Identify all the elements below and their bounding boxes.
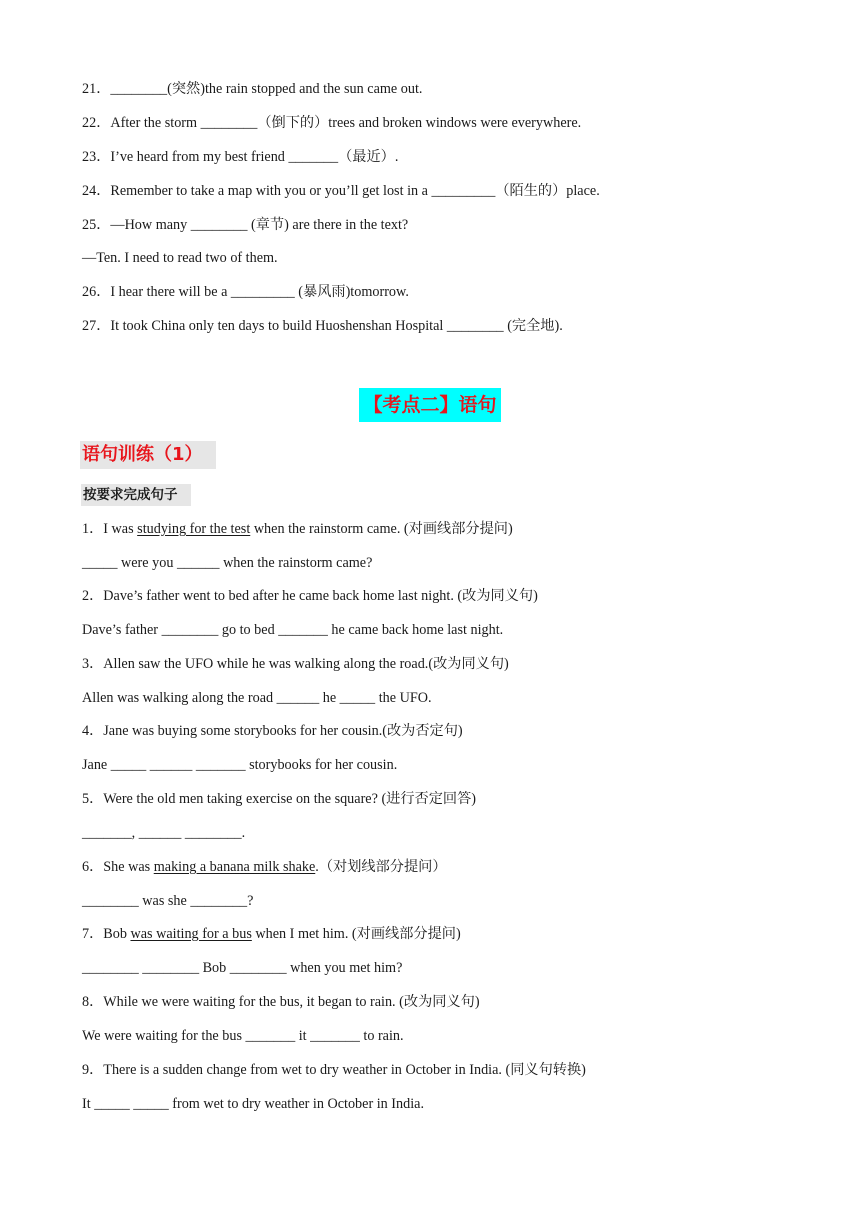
sentence-7-post: when I met him. (对画线部分提问)	[251, 926, 461, 942]
sentence-6-post: .（对划线部分提问）	[315, 859, 447, 875]
sentence-7-answer: ________ ________ Bob ________ when you met him?	[82, 960, 403, 976]
sentence-5-answer: _______, ______ ________.	[82, 825, 246, 841]
sentence-4: 4．Jane was buying some storybooks for her cousin.(改为否定句)	[82, 723, 463, 739]
sentence-1-answer: _____ were you ______ when the rainstorm came?	[82, 555, 373, 571]
sub-title: 语句训练（1）	[80, 441, 216, 469]
sentence-7	[82, 924, 461, 944]
instruction-label: 按要求完成句子	[81, 484, 191, 506]
question-27: 27．It took China only ten days to build Huoshenshan Hospital ________ (完全地).	[82, 318, 563, 334]
sentence-4-answer: Jane _____ ______ _______ storybooks for her cousin.	[82, 757, 398, 773]
sentence-1-pre: 1．I was	[82, 521, 138, 537]
sentence-1-post: when the rainstorm came. (对画线部分提问)	[250, 521, 513, 537]
question-22: 22．After the storm ________（倒下的）trees and broken windows were everywhere.	[82, 115, 582, 131]
question-21: 21．________(突然)the rain stopped and the sun came out.	[82, 81, 423, 97]
sentence-8: 8．While we were waiting for the bus, it began to rain. (改为同义句)	[82, 994, 480, 1010]
question-25: 25．—How many ________ (章节) are there in the text?	[82, 217, 409, 233]
sentence-8-answer: We were waiting for the bus _______ it _______ to rain.	[82, 1028, 404, 1044]
sentence-2-answer: Dave’s father ________ go to bed _______ he came back home last night.	[82, 622, 504, 638]
section-title: 【考点二】语句	[359, 388, 501, 422]
question-26: 26．I hear there will be a _________ (暴风雨)tomorrow.	[82, 284, 409, 300]
sentence-6	[82, 857, 447, 877]
sentence-6-answer: ________ was she ________?	[82, 893, 254, 909]
sentence-6-underlined: making a banana milk shake	[153, 859, 316, 875]
sentence-1	[82, 519, 513, 539]
question-24: 24．Remember to take a map with you or you’ll get lost in a _________（陌生的）place.	[82, 183, 600, 199]
sentence-1-underlined: studying for the test	[137, 521, 251, 537]
sentence-9: 9．There is a sudden change from wet to dry weather in October in India. (同义句转换)	[82, 1062, 586, 1078]
sentence-7-underlined: was waiting for a bus	[130, 926, 252, 942]
sentence-2: 2．Dave’s father went to bed after he came back home last night. (改为同义句)	[82, 588, 538, 604]
sentence-7-pre: 7．Bob	[82, 926, 131, 942]
question-23: 23．I’ve heard from my best friend _______（最近）.	[82, 149, 399, 165]
sentence-3: 3．Allen saw the UFO while he was walking along the road.(改为同义句)	[82, 656, 509, 672]
sentence-9-answer: It _____ _____ from wet to dry weather in October in India.	[82, 1096, 424, 1112]
sentence-5: 5．Were the old men taking exercise on the square? (进行否定回答)	[82, 791, 477, 807]
sentence-6-pre: 6．She was	[82, 859, 154, 875]
question-25-answer: —Ten. I need to read two of them.	[82, 250, 278, 266]
sentence-3-answer: Allen was walking along the road ______ he _____ the UFO.	[82, 690, 432, 706]
